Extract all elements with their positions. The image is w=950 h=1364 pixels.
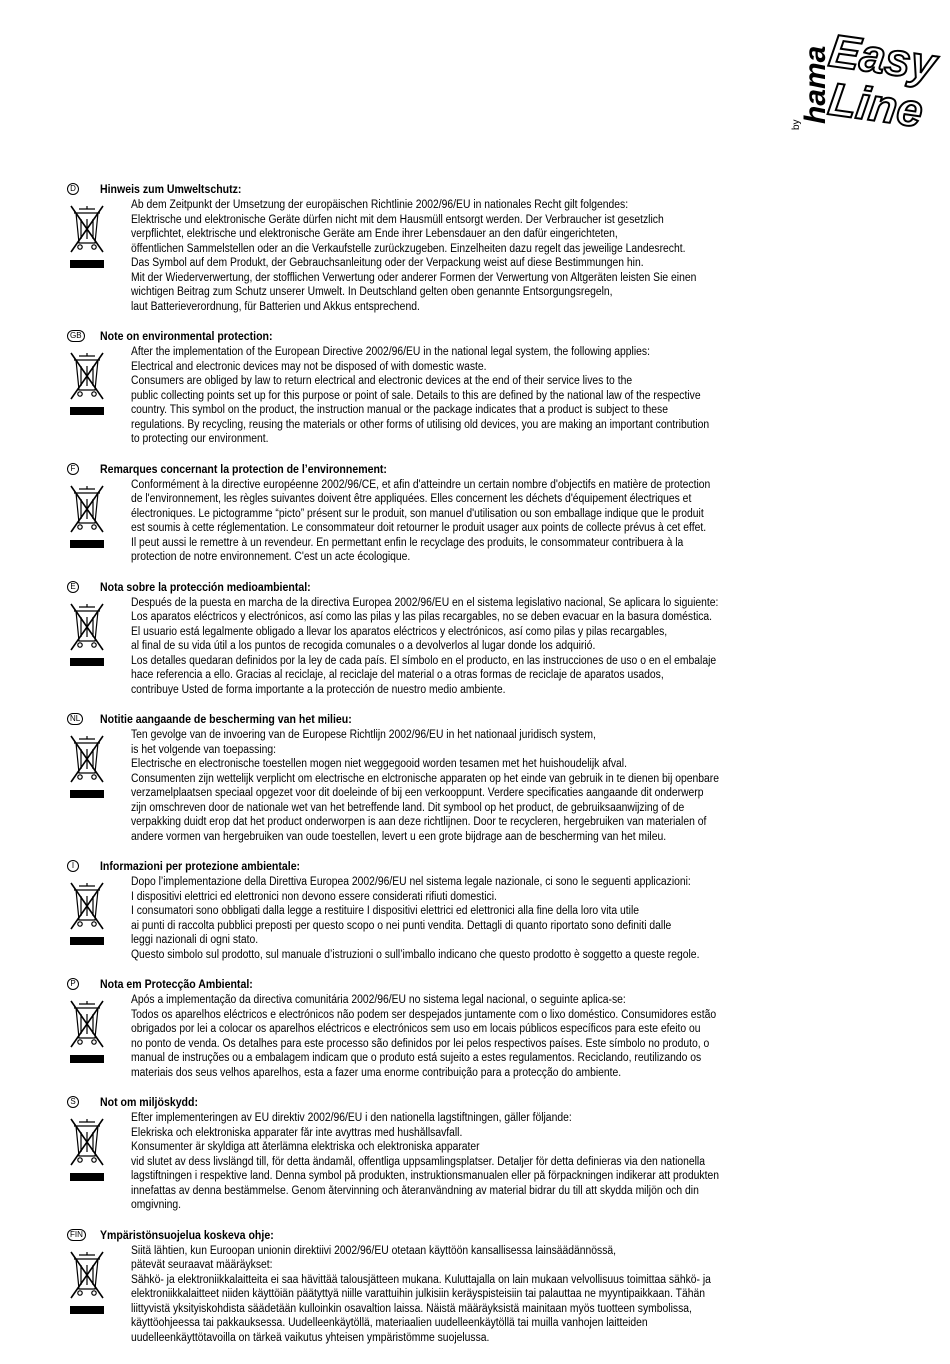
language-section-fin [70,1228,830,1346]
text-line: de l'environnement, les règles suivantes doivent être appliquées. Elles concernent les déchets d'équipement électriques et [131,493,692,505]
text-line: Siitä lähtien, kun Euroopan unionin direktiivi 2002/96/EU otetaan käyttöön kansallisessa lainsäädännössä, [131,1244,617,1257]
language-badge: D [67,183,79,195]
text-line: innefattas av denna bestämmelse. Genom återvinning och återanvändning av material bidrar du till att skydda miljön och din [131,1184,699,1197]
text-line: leggi nazionali di ogni stato. [131,934,259,946]
section-title: Notitie aangaande de bescherming van het milieu: [100,712,352,726]
language-section-e [70,580,830,698]
text-line: is het volgende van toepassing: [131,743,277,756]
text-line: verpflichtet, elektrische und elektronische Geräte am Ende ihrer Lebensdauer an den dafür eingerichteten, [131,228,618,240]
text-line: I dispositivi elettrici ed elettronici non devono essere considerati rifiuti domestici. [131,890,497,903]
text-line: materiais dos seus velhos aparelhos, esta a fazer uma enorme contribuição para a protecção do ambiente. [131,1066,622,1079]
text-line: Los detalles quedaran definidos por la ley de cada país. El símbolo en el producto, en las instrucciones de uso o en el embalaje [131,654,717,667]
text-line: manual de instruções ou a embalagem indicam que o produto está sujeito a estes regulamentos. Reciclando, reutilizando os [131,1052,702,1064]
text-line: Il peut aussi le remettre à un revendeur. En permettant enfin le recyclage des produits, le consommateur contribuera à la [131,536,684,549]
text-line: After the implementation of the European Directive 2002/96/EU in the national legal system, the following applies: [131,346,650,358]
text-line: Electrical and electronic devices may not be disposed of with domestic waste. [131,360,487,373]
text-line: Efter implementeringen av EU direktiv 2002/96/EU i den nationella lagstiftningen, gäller följande: [131,1112,572,1124]
text-line: uudelleenkäyttötavoilla on tärkeä vaikutus yhteisen ympäristömme suojelussa. [131,1331,490,1344]
language-badge: NL [67,713,83,725]
text-line: omgivning. [131,1199,182,1211]
section-header [70,1095,830,1111]
text-line: country. This symbol on the product, the instruction manual or the package indicates that a product is subject to these [131,404,668,416]
language-section-p [70,977,830,1080]
text-line: verpakking duidt erop dat het product onderworpen is aan deze richtlijnen. Door te recycleren, hergebruiken van materialen of [131,816,707,828]
brand-by: by [791,119,802,130]
section-title: Remarques concernant la protection de l’environnement: [100,461,387,476]
crossed-bin-icon [70,205,104,273]
crossed-bin-icon [70,485,104,553]
text-line: Ten gevolge van de invoering van de Europese Richtlijn 2002/96/EU in het nationaal juridisch system, [131,729,596,741]
text-line: elektroniikkalaitteet niiden käyttöiän päätyttyä niille varattuihin julkisiin keräyspisteisiin tai palauttaa ne myyntipaikkaan. Tähän [131,1288,705,1300]
text-line: Konsumenter är skyldiga att återlämna elektriska och elektroniska apparater [131,1141,480,1153]
crossed-bin-icon [70,352,104,420]
section-title: Nota em Protecção Ambiental: [100,977,253,991]
text-line: Consumers are obliged by law to return electrical and electronic devices at the end of their service lives to the [131,375,633,387]
language-badge: S [67,1096,79,1108]
text-line: andere vormen van hergebruiken van oude toestellen, levert u een grote bijdrage aan de bescherming van het mileu. [131,830,667,843]
section-header [70,977,830,993]
text-line: liittyvistä yksityiskohdista säädetään kulloinkin osavaltion laissa. Näistä määräyksistä mainitaan myös tuotteen symbolissa, [131,1302,692,1315]
text-line: verzamelplaatsen speciaal opgezet voor dit doeleinde of bij een verkooppunt. Verdere specificaties aangaande dit onderwerp [131,787,704,799]
text-line: laut Batterieverordnung, für Batterien und Akkus entsprechend. [131,300,420,313]
section-body [131,875,830,962]
section-title: Nota sobre la protección medioambiental: [100,579,311,594]
section-body [131,596,830,698]
section-title: Not om miljöskydd: [100,1095,198,1109]
language-badge: E [67,581,79,593]
text-line: Conformément à la directive européenne 2002/96/CE, et afin d'atteindre un certain nombre d'objectifs en matière de protection [131,478,711,491]
language-badge: GB [67,330,85,342]
language-badge: I [67,860,79,872]
language-section-f [70,462,830,565]
section-body [131,1244,830,1346]
text-line: ai punti di raccolta pubblici preposti per questo scopo o nei punti vendita. Dettagli di quanto riportato sono definiti dalle [131,919,672,932]
text-line: I consumatori sono obbligati dalla legge a restituire I dispositivi elettrici ed elettronici alla fine della loro vita utile [131,905,640,917]
text-line: käyttöohjeessa tai pakkauksessa. Uudelleenkäytöllä, materiaalien uudelleenkäytöllä tai muilla vanhojen laitteiden [131,1317,648,1329]
brand-logo-graphic [779,18,940,138]
text-line: contribuye Usted de forma importante a la protección de nuestro medio ambiente. [131,683,506,696]
text-line: protection de notre environnement. C'est un acte écologique. [131,551,411,563]
text-line: Consumenten zijn wettelijk verplicht om electrische en elctronische apparaten op het einde van gebruik in te dienen bij openbare [131,772,720,785]
text-line: Electrische en electronische toestellen mogen niet weggegooid worden tesamen met het huishoudelijk afval. [131,758,627,770]
text-line: no ponto de venda. Os detalhes para este processo são definidos por lei pelos respectivos países. Este símbolo no produto, o [131,1037,710,1050]
text-line: Los aparatos eléctricos y electrónicos, así como las pilas y las pilas recargables, no se deben evacuar en la basura doméstica. [131,611,713,623]
text-line: El usuario está legalmente obligado a llevar los aparatos eléctricos y electrónicos, así como pilas y pilas recargables, [131,625,668,638]
text-line: wichtigen Beitrag zum Schutz unserer Umwelt. In Deutschland gelten oben genannte Entsorgungsregeln, [131,286,613,298]
environment-notes [70,182,830,1360]
text-line: Todos os aparelhos eléctricos e electrónicos não podem ser despejados juntamente com o lixo doméstico. Consumidores estão [131,1008,717,1021]
section-body [131,1111,830,1213]
text-line: électroniques. Le pictogramme “picto” présent sur le produit, son manuel d'utilisation ou son emballage indique que le produit [131,507,704,520]
text-line: Elekriska och elektroniska apparater får inte avyttras med hushållsavfall. [131,1126,463,1139]
text-line: public collecting points set up for this purpose or point of sale. Details to this are defined by the national law of the respective [131,389,701,402]
text-line: to protecting our environment. [131,433,269,445]
text-line: obrigados por lei a colocar os aparelhos eléctricos e electrónicos sem uso em locais públicos específicos para este efeito ou [131,1023,701,1035]
text-line: regulations. By recycling, reusing the materials or other forms of utilising old devices, you are making an important contribution [131,418,710,431]
language-section-s [70,1095,830,1213]
section-body [131,198,830,314]
section-header [70,712,830,728]
text-line: zijn omschreven door de nationale wet van het betreffende land. Dit symbool op het product, de gebruiksaanwijzing of de [131,801,685,814]
section-title: Informazioni per protezione ambientale: [100,859,301,873]
text-line: Dopo l’implementazione della Direttiva Europea 2002/96/EU nel sistema legale nazionale, ci sono le seguenti applicazioni: [131,876,691,888]
text-line: Después de la puesta en marcha de la directiva Europea 2002/96/EU en el sistema legislativo nacional, Se aplicara lo siguiente: [131,596,719,609]
text-line: Mit der Wiederverwertung, der stofflichen Verwertung oder anderer Formen der Verwertung von Altgeräten leisten Sie einen [131,271,697,284]
text-line: vid slutet av dess livslängd till, för detta ändamål, offentliga uppsamlingsplatser. Detaljer för detta definieras via den nationella [131,1155,706,1168]
section-header [70,182,830,198]
section-header [70,859,830,875]
language-section-i [70,859,830,962]
text-line: Ab dem Zeitpunkt der Umsetzung der europäischen Richtlinie 2002/96/EU in nationales Recht gilt folgendes: [131,199,629,211]
language-section-nl [70,712,830,844]
brand-line-2: Line [825,72,927,138]
section-header [70,580,830,596]
text-line: hace referencia a ello. Gracias al reciclaje, al reciclaje del material o a otras formas de reciclaje de aparatos usados, [131,669,664,681]
crossed-bin-icon [70,1118,104,1186]
section-title: Note on environmental protection: [100,329,273,343]
section-header [70,462,830,478]
crossed-bin-icon [70,603,104,671]
text-line: Após a implementação da directiva comunitária 2002/96/EU no sistema legal nacional, o seguinte aplica-se: [131,994,626,1006]
brand-logo [779,18,940,138]
section-header [70,329,830,345]
language-section-d [70,182,830,314]
language-section-gb [70,329,830,447]
text-line: Sähkö- ja elektroniikkalaitteita ei saa hävittää talousjätteen mukana. Kuluttajalla on lain mukaan velvollisuus toimittaa sähkö- ja [131,1273,711,1286]
crossed-bin-icon [70,1251,104,1319]
language-badge: FIN [67,1229,86,1241]
text-line: lagstiftningen i respektive land. Denna symbol på produkten, instruktionsmanualen eller på förpackningen indikerar att produkten [131,1170,720,1182]
language-badge: F [67,463,79,475]
language-badge: P [67,978,79,990]
crossed-bin-icon [70,882,104,950]
text-line: Elektrische und elektronische Geräte dürfen nicht mit dem Hausmüll entsorgt werden. Der Verbraucher ist gesetzlich [131,213,664,226]
crossed-bin-icon [70,735,104,803]
text-line: al final de su vida útil a los puntos de recogida comunales o a devolverlos al lugar donde los adquirió. [131,640,596,652]
text-line: öffentlichen Sammelstellen oder an die Verkaufstelle zurückzugeben. Einzelheiten dazu regelt das jeweilige Landesrecht. [131,242,686,255]
section-header [70,1228,830,1244]
section-body [131,478,830,565]
section-title: Ympäristönsuojelua koskeva ohje: [100,1227,274,1242]
text-line: Questo simbolo sul prodotto, sul manuale d’istruzioni o sull’imballo indicano che questo prodotto è soggetto a queste regole. [131,948,700,961]
brand-line-1: Easy [826,24,940,91]
brand-maker: hama [799,45,832,124]
crossed-bin-icon [70,1000,104,1068]
text-line: Das Symbol auf dem Produkt, der Gebrauchsanleitung oder der Verpackung weist auf diese Bestimmungen hin. [131,257,644,269]
section-body [131,728,830,844]
text-line: pätevät seuraavat määräykset: [131,1259,273,1271]
section-body [131,345,830,447]
text-line: est soumis à cette réglementation. Le consommateur doit retourner le produit usager aux points de collecte prévus à cet effet. [131,522,707,534]
section-title: Hinweis zum Umweltschutz: [100,182,242,196]
section-body [131,993,830,1080]
